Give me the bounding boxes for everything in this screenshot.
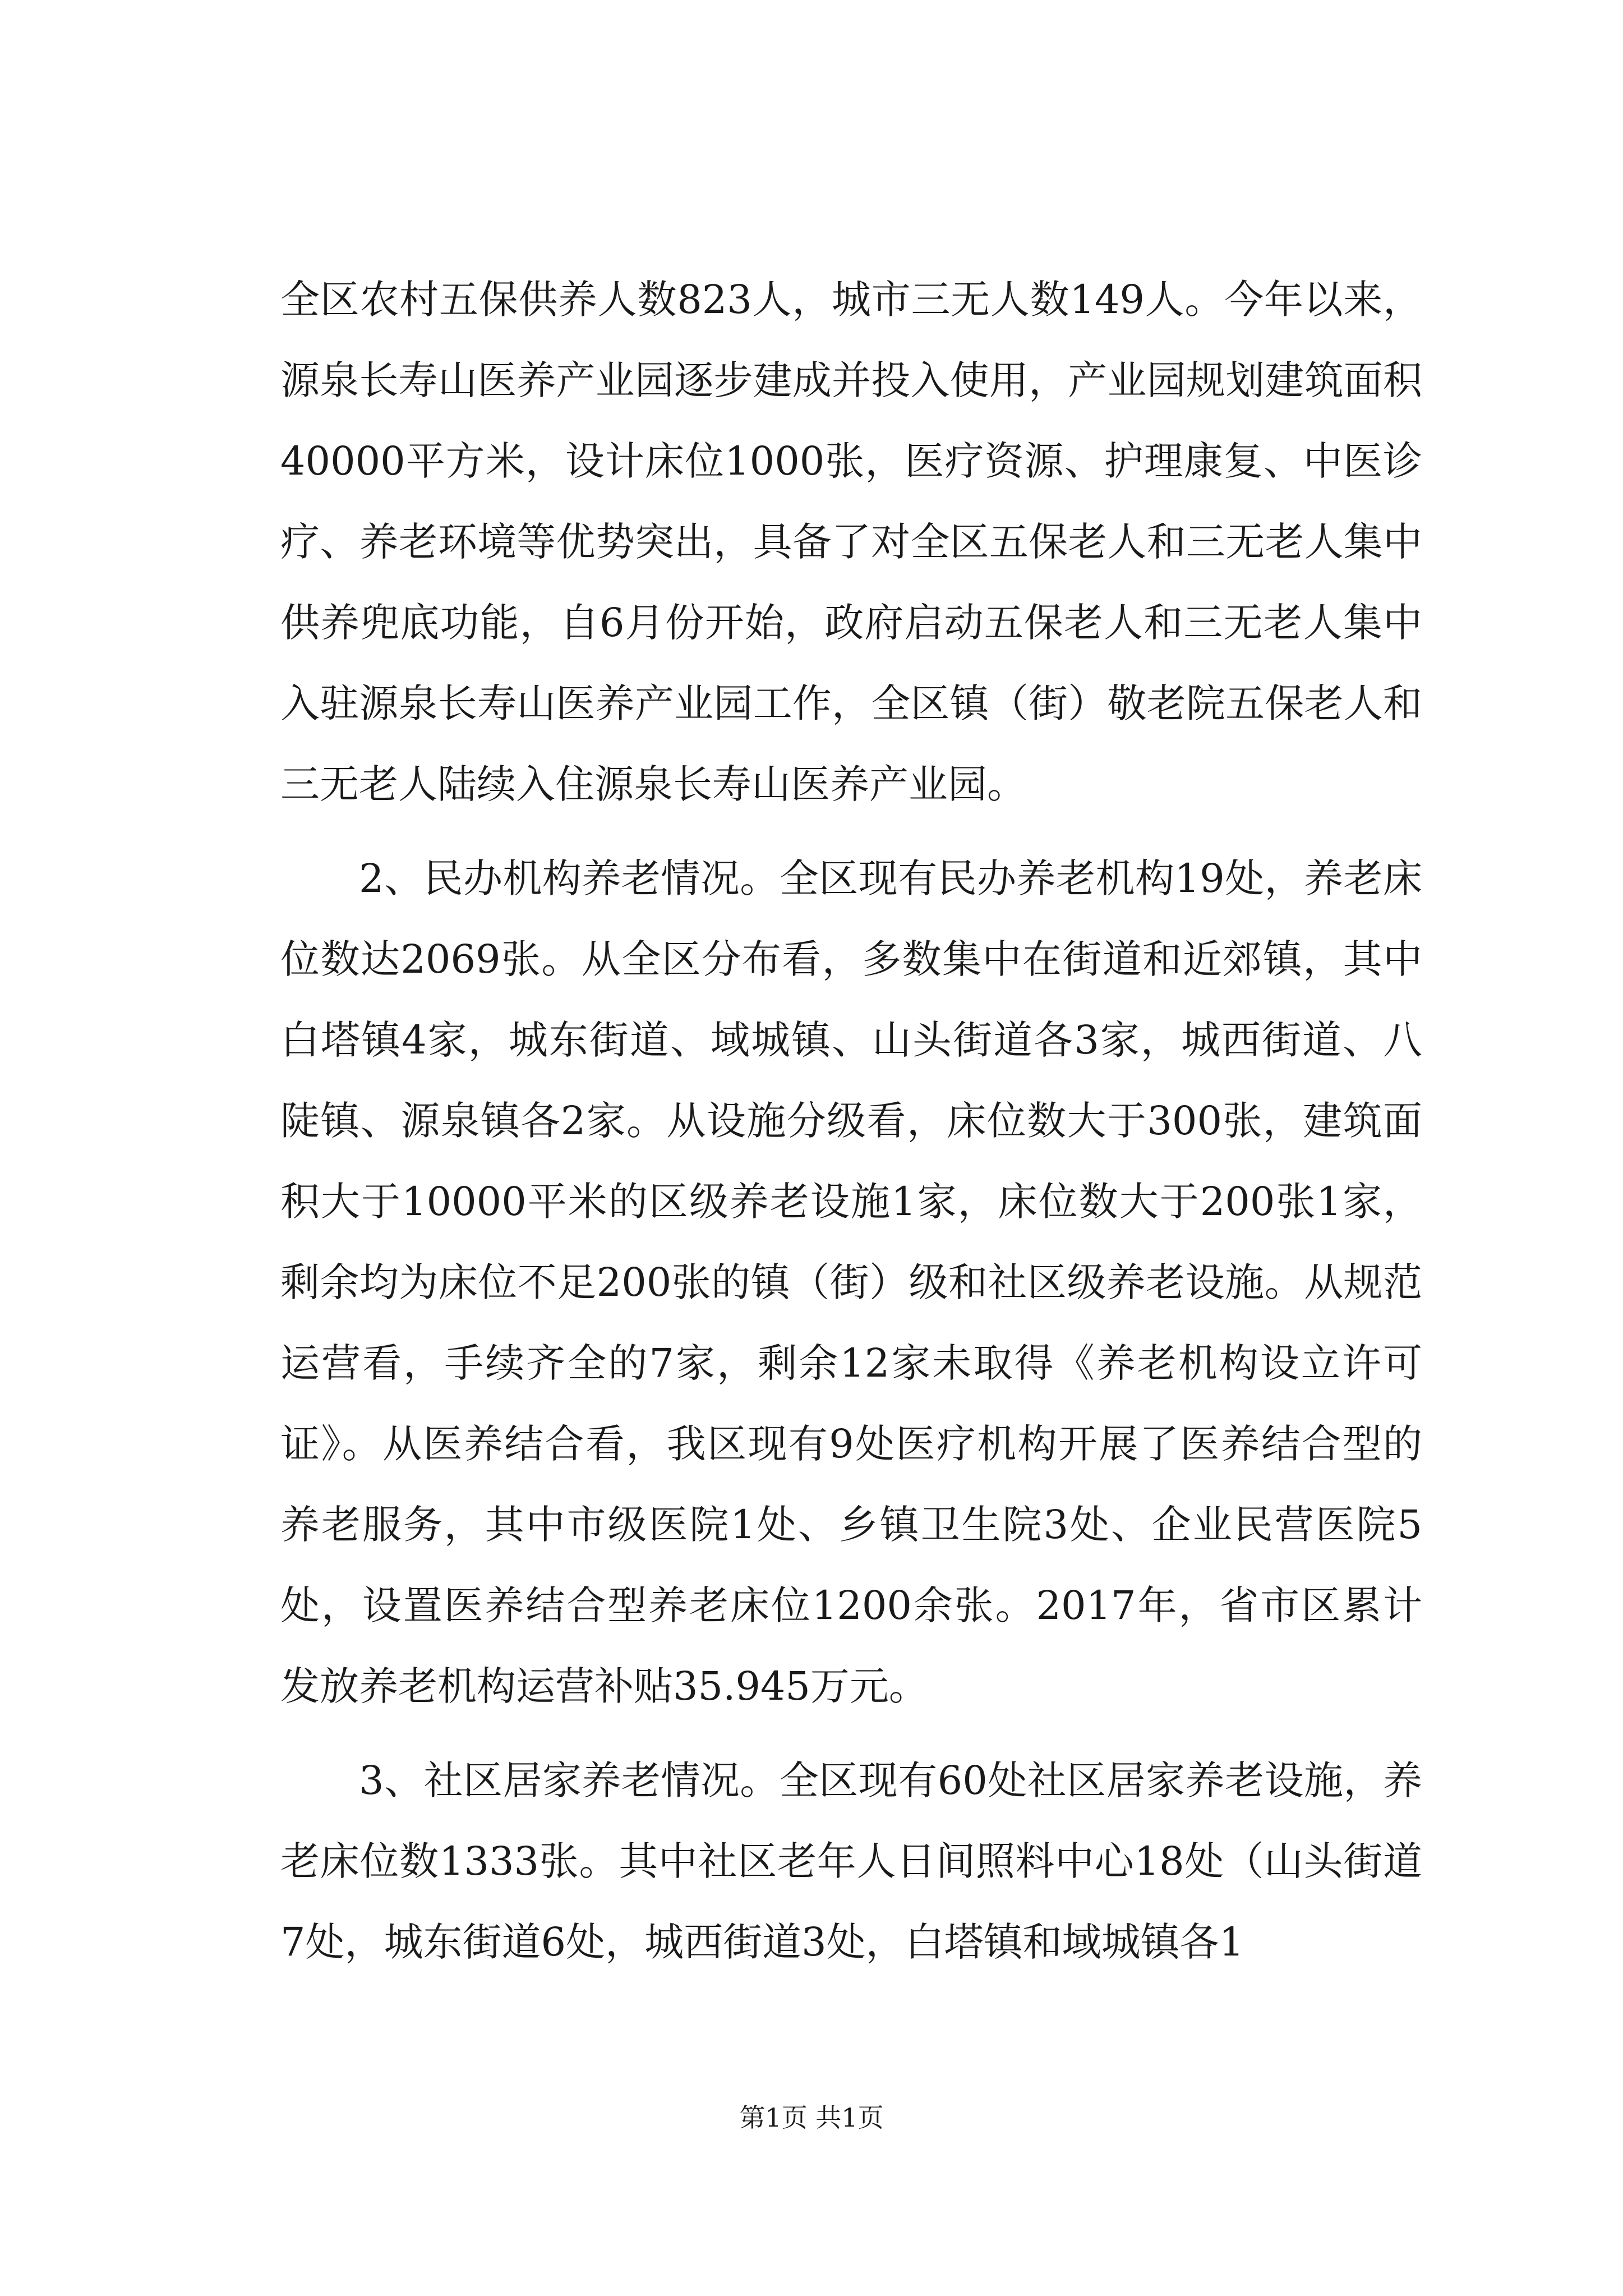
paragraph-2: 2、民办机构养老情况。全区现有民办养老机构19处，养老床位数达2069张。从全区分布看，多数集中在街道和近郊镇，其中白塔镇4家，城东街道、域城镇、山头街道各3家，城西街道、八陡镇、源泉镇各2家。从设施分级看，床位数大于300张，建筑面积大于10000平米的区级养老设施1家，床位数大于200张1家，剩余均为床位不足200张的镇（街）级和社区级养老设施。从规范运营看，手续齐全的7家，剩余12家未取得《养老机构设立许可证》。从医养结合看，我区现有9处医疗机构开展了医养结合型的养老服务，其中市级医院1处、乡镇卫生院3处、企业民营医院5处，设置医养结合型养老床位1200余张。2017年，省市区累计发放养老机构运营补贴35.945万元。 [280,855,1422,1709]
paragraph-1: 全区农村五保供养人数823人，城市三无人数149人。今年以来，源泉长寿山医养产业园逐步建成并投入使用，产业园规划建筑面积40000平方米，设计床位1000张，医疗资源、护理康复、中医诊疗、养老环境等优势突出，具备了对全区五保老人和三无老人集中供养兜底功能，自6月份开始，政府启动五保老人和三无老人集中入驻源泉长寿山医养产业园工作，全区镇（街）敬老院五保老人和三无老人陆续入住源泉长寿山医养产业园。 [280,277,1422,807]
body-text [280,259,1422,1982]
page-footer: 第1页 共1页 [739,2102,884,2133]
paragraph-3: 3、社区居家养老情况。全区现有60处社区居家养老设施，养老床位数1333张。其中社区老年人日间照料中心18处（山头街道7处，城东街道6处，城西街道3处，白塔镇和域城镇各1 [280,1757,1422,1965]
